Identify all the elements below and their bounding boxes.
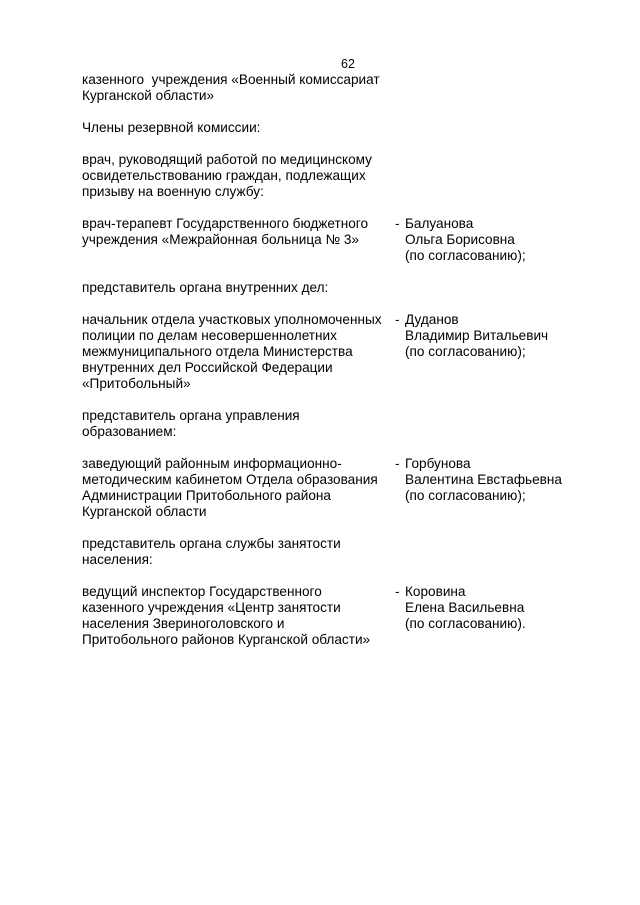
doctor-heading-line: освидетельствованию граждан, подлежащих bbox=[82, 168, 366, 183]
person-name: Елена Васильевна bbox=[405, 600, 525, 615]
person-surname: Горбунова bbox=[405, 456, 471, 471]
position-line: методическим кабинетом Отдела образования bbox=[82, 472, 378, 487]
member-person bbox=[405, 216, 582, 264]
doctor-heading bbox=[82, 152, 582, 200]
member-position bbox=[82, 312, 395, 392]
entry-dash: - bbox=[395, 312, 400, 327]
person-note: (по согласованию); bbox=[405, 344, 526, 359]
member-entry-employment bbox=[82, 584, 582, 648]
entry-dash: - bbox=[395, 216, 400, 231]
member-person bbox=[405, 312, 582, 392]
position-line: Притобольного районов Курганской области» bbox=[82, 632, 371, 647]
member-person bbox=[405, 456, 582, 520]
person-note: (по согласованию); bbox=[405, 488, 526, 503]
person-surname: Балуанова bbox=[405, 216, 474, 231]
document-body bbox=[82, 72, 582, 664]
position-line: учреждения «Межрайонная больница № 3» bbox=[82, 232, 359, 247]
position-line: ведущий инспектор Государственного bbox=[82, 584, 322, 599]
member-position bbox=[82, 456, 395, 520]
position-line: Курганской области bbox=[82, 504, 207, 519]
doctor-heading-line: врач, руководящий работой по медицинскому bbox=[82, 152, 372, 167]
person-surname: Дуданов bbox=[405, 312, 459, 327]
intro-line: казенного учреждения «Военный комиссариат bbox=[82, 72, 380, 87]
person-note: (по согласованию). bbox=[405, 616, 526, 631]
doctor-heading-line: призыву на военную службу: bbox=[82, 184, 264, 199]
person-name: Ольга Борисовна bbox=[405, 232, 515, 247]
education-heading-line: представитель органа управления bbox=[82, 408, 300, 423]
intro-line: Курганской области» bbox=[82, 88, 215, 103]
position-line: заведующий районным информационно- bbox=[82, 456, 342, 471]
position-line: начальник отдела участковых уполномоченных bbox=[82, 312, 382, 327]
member-entry-police bbox=[82, 312, 582, 392]
position-line: полиции по делам несовершеннолетних bbox=[82, 328, 337, 343]
member-position bbox=[82, 584, 395, 648]
member-person bbox=[405, 584, 582, 648]
position-line: казенного учреждения «Центр занятости bbox=[82, 600, 341, 615]
education-heading-line: образованием: bbox=[82, 424, 177, 439]
employment-heading bbox=[82, 536, 582, 568]
member-entry-therapist bbox=[82, 216, 582, 264]
education-heading bbox=[82, 408, 582, 440]
member-entry-education bbox=[82, 456, 582, 520]
position-line: Администрации Притобольного района bbox=[82, 488, 331, 503]
page-number: 62 bbox=[341, 57, 355, 71]
position-line: межмуниципального отдела Министерства bbox=[82, 344, 353, 359]
intro-paragraph bbox=[82, 72, 582, 104]
members-heading-line: Члены резервной комиссии: bbox=[82, 120, 261, 135]
members-heading bbox=[82, 120, 582, 136]
employment-heading-line: представитель органа службы занятости bbox=[82, 536, 341, 551]
person-name: Владимир Витальевич bbox=[405, 328, 549, 343]
person-note: (по согласованию); bbox=[405, 248, 526, 263]
position-line: врач-терапевт Государственного бюджетного bbox=[82, 216, 369, 231]
member-position bbox=[82, 216, 395, 264]
entry-dash: - bbox=[395, 456, 400, 471]
position-line: «Притобольный» bbox=[82, 376, 191, 391]
police-heading bbox=[82, 280, 582, 296]
position-line: населения Звериноголовского и bbox=[82, 616, 285, 631]
police-heading-line: представитель органа внутренних дел: bbox=[82, 280, 329, 295]
entry-dash: - bbox=[395, 584, 400, 599]
position-line: внутренних дел Российской Федерации bbox=[82, 360, 333, 375]
person-surname: Коровина bbox=[405, 584, 466, 599]
person-name: Валентина Евстафьевна bbox=[405, 472, 562, 487]
employment-heading-line: населения: bbox=[82, 552, 153, 567]
